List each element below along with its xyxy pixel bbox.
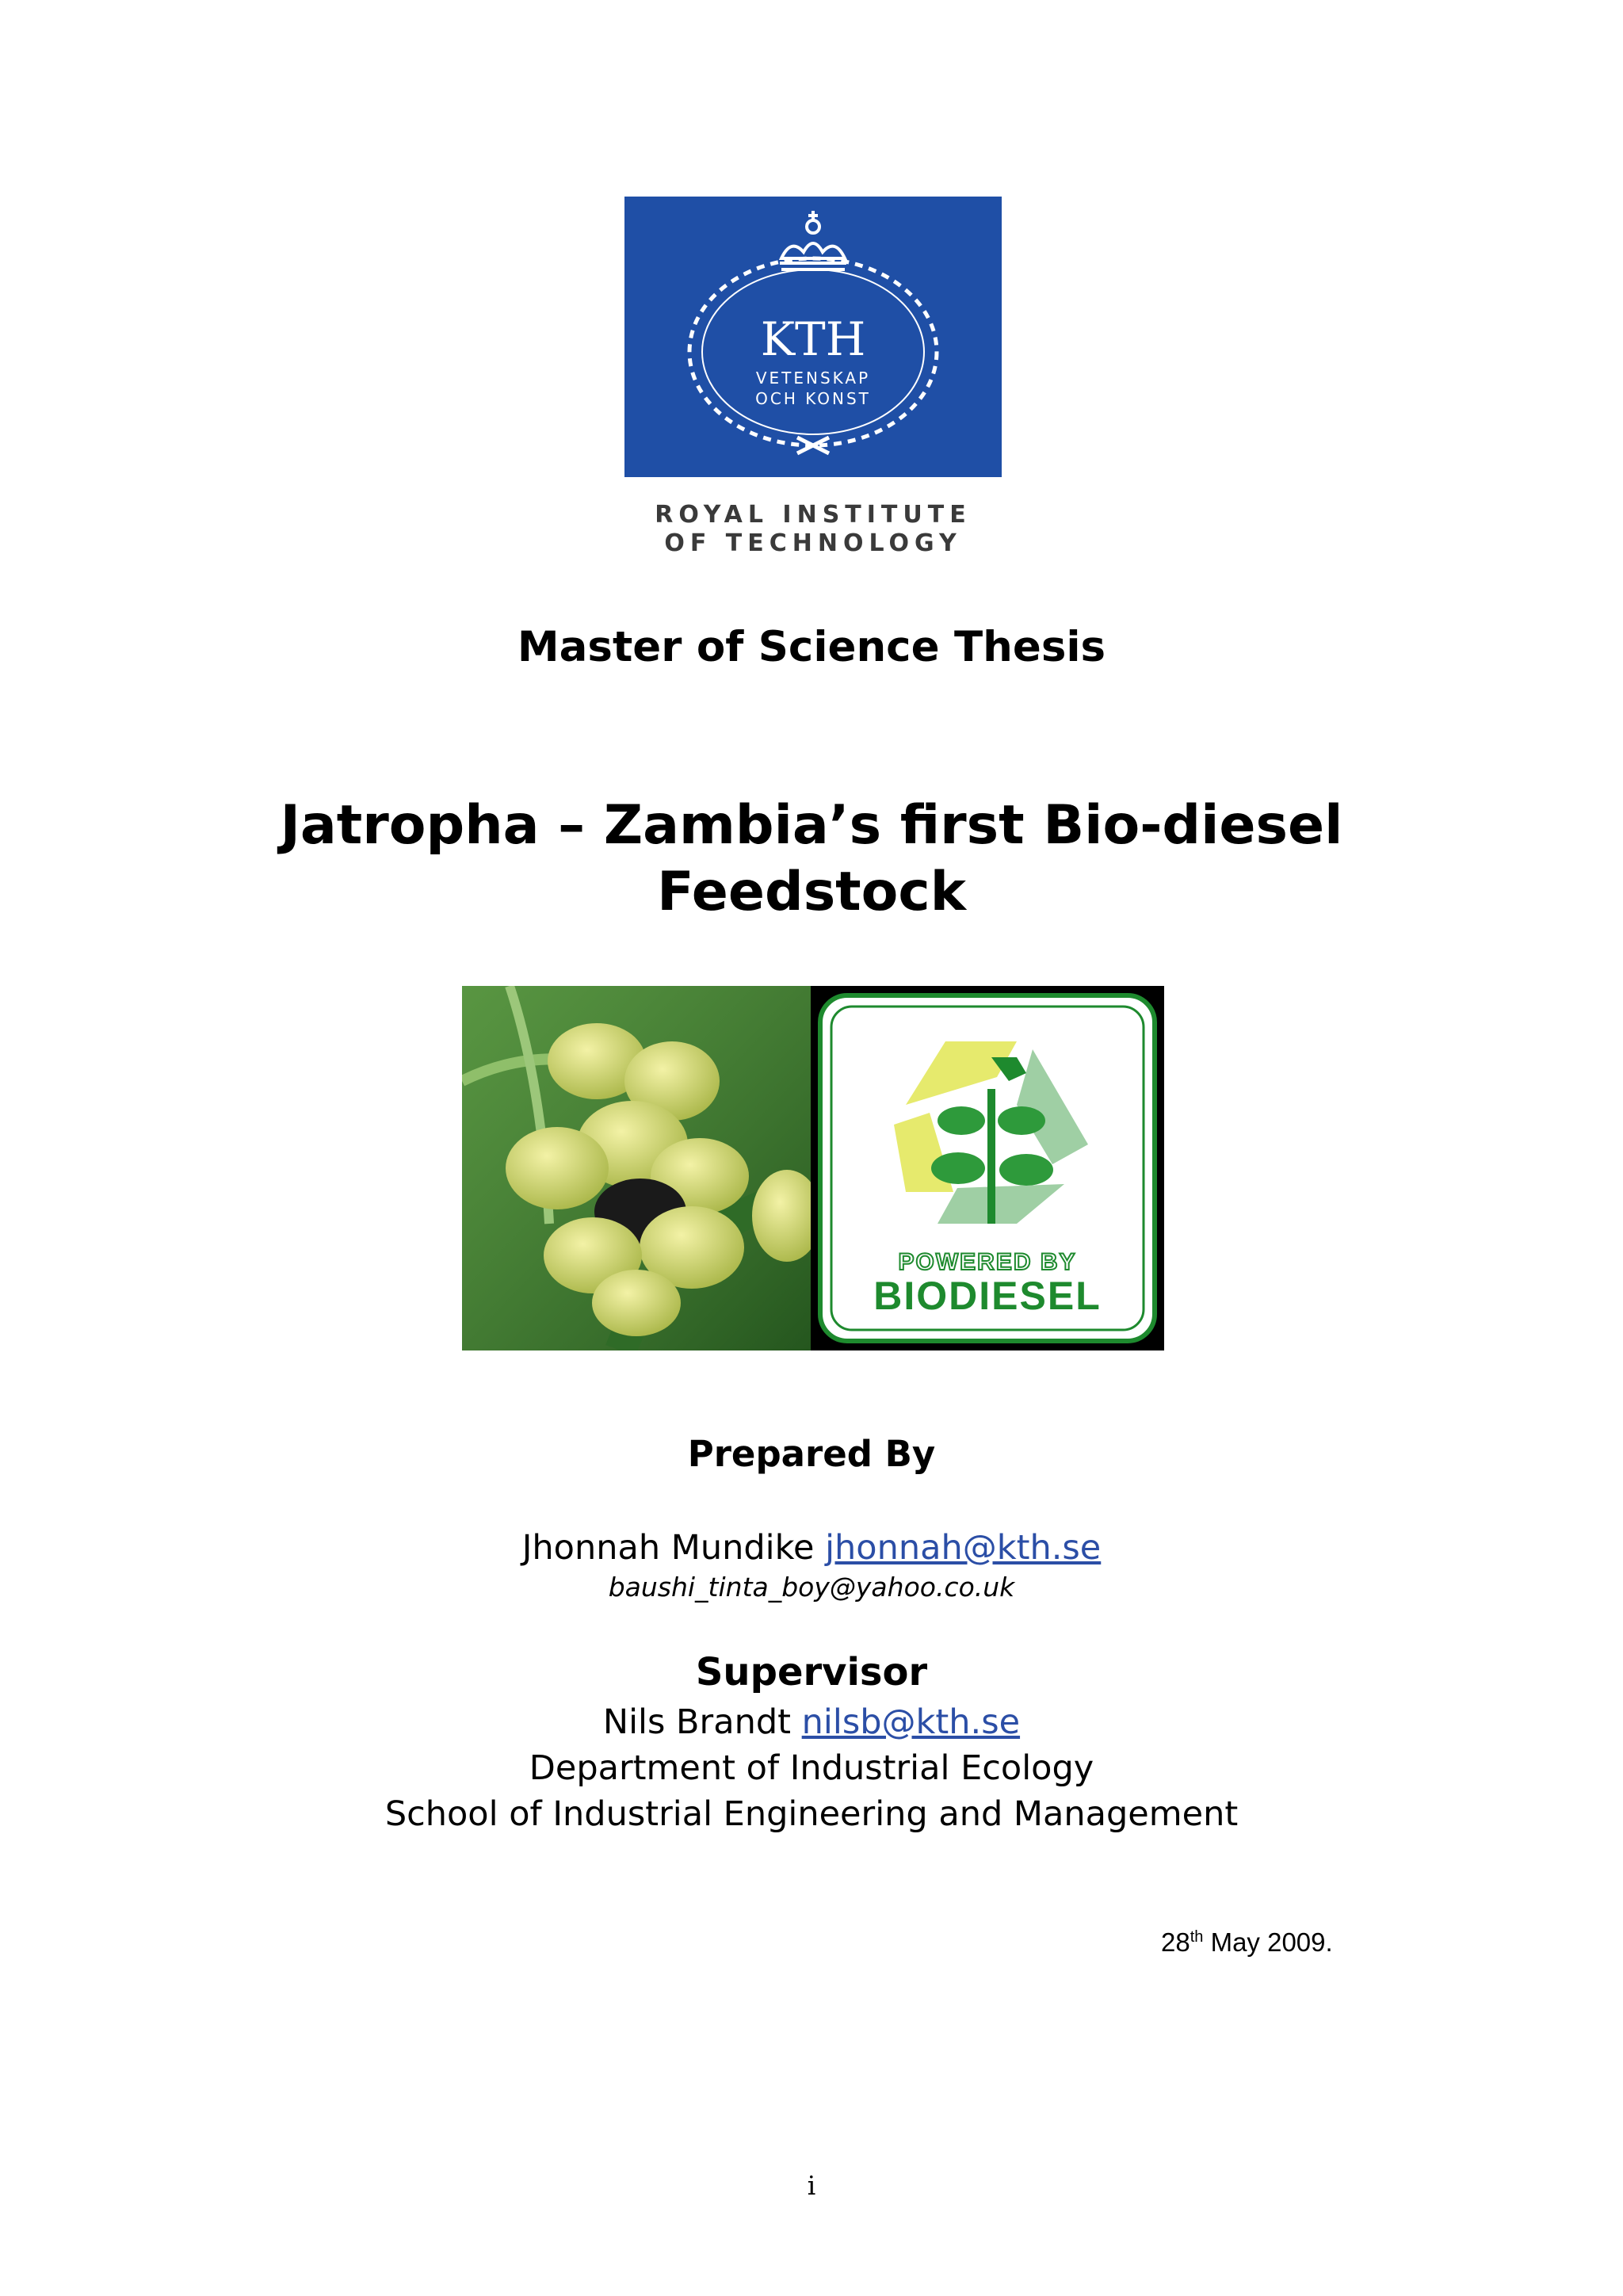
author-name: Jhonnah Mundike — [521, 1528, 815, 1568]
biodiesel-caption-main: BIODIESEL — [873, 1274, 1102, 1318]
cover-images — [462, 986, 1164, 1350]
jatropha-fruit-photo — [462, 986, 822, 1350]
institution-name-line2: OF TECHNOLOGY — [664, 529, 962, 557]
kth-logo — [624, 197, 1002, 477]
kth-logo-name: KTH — [760, 312, 866, 366]
author-alt-email: baushi_tinta_boy@yahoo.co.uk — [608, 1572, 1015, 1603]
date-rest: May 2009. — [1203, 1927, 1333, 1957]
supervisor-name: Nils Brandt — [602, 1702, 791, 1742]
thesis-title — [0, 793, 1623, 926]
author-line — [0, 1528, 1623, 1568]
date-suffix: th — [1190, 1928, 1204, 1946]
biodiesel-badge — [811, 986, 1164, 1350]
thesis-title-line1: Jatropha – Zambia’s first Bio-diesel — [280, 794, 1343, 857]
page-number: i — [807, 2170, 816, 2201]
thesis-title-line2: Feedstock — [657, 861, 966, 923]
author-email-link[interactable]: jhonnah@kth.se — [825, 1528, 1102, 1568]
institution-name-line1: ROYAL INSTITUTE — [655, 501, 972, 529]
date-day: 28 — [1161, 1927, 1190, 1957]
supervisor-heading: Supervisor — [695, 1650, 928, 1694]
kth-logo-motto-1: VETENSKAP — [755, 369, 871, 388]
department: Department of Industrial Ecology — [529, 1748, 1094, 1788]
school: School of Industrial Engineering and Management — [384, 1794, 1239, 1834]
supervisor-line — [0, 1702, 1623, 1742]
prepared-by-heading: Prepared By — [687, 1433, 936, 1475]
thesis-date — [1161, 1927, 1333, 1958]
kth-logo-motto-2: OCH KONST — [755, 389, 871, 408]
supervisor-email-link[interactable]: nilsb@kth.se — [801, 1702, 1021, 1742]
biodiesel-caption-top: POWERED BY — [898, 1249, 1077, 1275]
institution-name — [624, 501, 1002, 558]
thesis-type: Master of Science Thesis — [517, 623, 1106, 671]
